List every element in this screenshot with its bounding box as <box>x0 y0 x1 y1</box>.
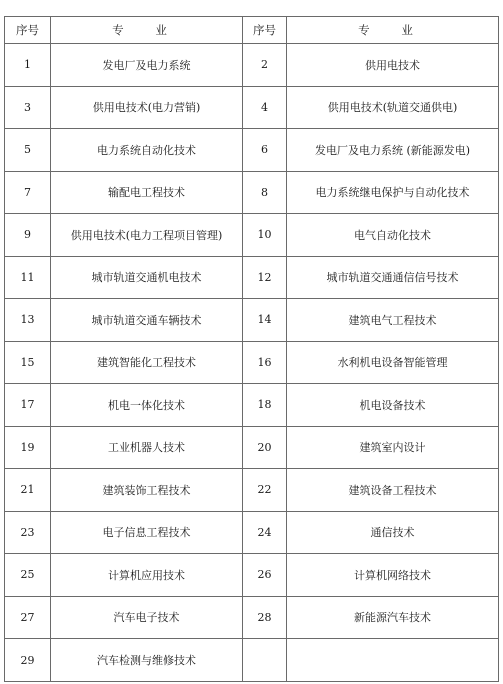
major-name-left: 汽车检测与维修技术 <box>51 639 243 682</box>
major-name-right: 电气自动化技术 <box>287 214 499 257</box>
table-row <box>5 341 499 384</box>
table-row <box>5 596 499 639</box>
major-name-right: 城市轨道交通通信信号技术 <box>287 256 499 299</box>
serial-number-right: 24 <box>243 511 287 554</box>
serial-number-left: 17 <box>5 384 51 427</box>
serial-number-left: 27 <box>5 596 51 639</box>
serial-number-right: 14 <box>243 299 287 342</box>
major-name-right: 电力系统继电保护与自动化技术 <box>287 171 499 214</box>
major-name-left: 工业机器人技术 <box>51 426 243 469</box>
serial-number-left: 1 <box>5 44 51 87</box>
serial-number-left: 11 <box>5 256 51 299</box>
serial-number-left: 5 <box>5 129 51 172</box>
major-name-left: 电子信息工程技术 <box>51 511 243 554</box>
table-row <box>5 129 499 172</box>
serial-number-right <box>243 639 287 682</box>
table-row <box>5 299 499 342</box>
header-major-left: 专 业 <box>51 17 243 44</box>
major-name-left: 供用电技术(电力营销) <box>51 86 243 129</box>
major-name-right: 新能源汽车技术 <box>287 596 499 639</box>
major-name-right: 建筑室内设计 <box>287 426 499 469</box>
header-major-right: 专 业 <box>287 17 499 44</box>
serial-number-left: 23 <box>5 511 51 554</box>
major-name-left: 输配电工程技术 <box>51 171 243 214</box>
major-name-left: 城市轨道交通车辆技术 <box>51 299 243 342</box>
table-row <box>5 214 499 257</box>
serial-number-right: 2 <box>243 44 287 87</box>
major-name-right: 建筑电气工程技术 <box>287 299 499 342</box>
major-name-right: 发电厂及电力系统 (新能源发电) <box>287 129 499 172</box>
major-name-left: 机电一体化技术 <box>51 384 243 427</box>
serial-number-left: 21 <box>5 469 51 512</box>
table-body <box>5 44 499 682</box>
major-name-left: 建筑装饰工程技术 <box>51 469 243 512</box>
serial-number-right: 22 <box>243 469 287 512</box>
header-no-right: 序号 <box>243 17 287 44</box>
table-row <box>5 86 499 129</box>
serial-number-left: 7 <box>5 171 51 214</box>
serial-number-right: 26 <box>243 554 287 597</box>
major-name-left: 供用电技术(电力工程项目管理) <box>51 214 243 257</box>
serial-number-right: 6 <box>243 129 287 172</box>
table-row <box>5 426 499 469</box>
serial-number-left: 3 <box>5 86 51 129</box>
serial-number-left: 13 <box>5 299 51 342</box>
serial-number-left: 25 <box>5 554 51 597</box>
major-name-left: 发电厂及电力系统 <box>51 44 243 87</box>
major-name-right: 水利机电设备智能管理 <box>287 341 499 384</box>
major-name-left: 电力系统自动化技术 <box>51 129 243 172</box>
table-row <box>5 171 499 214</box>
major-name-right <box>287 639 499 682</box>
major-name-right: 建筑设备工程技术 <box>287 469 499 512</box>
major-name-left: 汽车电子技术 <box>51 596 243 639</box>
table-row <box>5 639 499 682</box>
major-name-right: 供用电技术 <box>287 44 499 87</box>
serial-number-right: 8 <box>243 171 287 214</box>
table-row <box>5 44 499 87</box>
major-name-right: 通信技术 <box>287 511 499 554</box>
major-name-left: 城市轨道交通机电技术 <box>51 256 243 299</box>
major-name-left: 建筑智能化工程技术 <box>51 341 243 384</box>
serial-number-left: 15 <box>5 341 51 384</box>
serial-number-right: 12 <box>243 256 287 299</box>
header-no-left: 序号 <box>5 17 51 44</box>
serial-number-right: 20 <box>243 426 287 469</box>
serial-number-right: 16 <box>243 341 287 384</box>
major-name-right: 供用电技术(轨道交通供电) <box>287 86 499 129</box>
serial-number-right: 4 <box>243 86 287 129</box>
table-row <box>5 256 499 299</box>
serial-number-left: 29 <box>5 639 51 682</box>
table-row <box>5 554 499 597</box>
table-row <box>5 469 499 512</box>
serial-number-right: 28 <box>243 596 287 639</box>
table-row <box>5 384 499 427</box>
serial-number-left: 9 <box>5 214 51 257</box>
serial-number-right: 18 <box>243 384 287 427</box>
major-name-right: 计算机网络技术 <box>287 554 499 597</box>
major-name-right: 机电设备技术 <box>287 384 499 427</box>
majors-table <box>4 16 499 682</box>
serial-number-left: 19 <box>5 426 51 469</box>
serial-number-right: 10 <box>243 214 287 257</box>
header-row <box>5 17 499 44</box>
major-name-left: 计算机应用技术 <box>51 554 243 597</box>
table-row <box>5 511 499 554</box>
